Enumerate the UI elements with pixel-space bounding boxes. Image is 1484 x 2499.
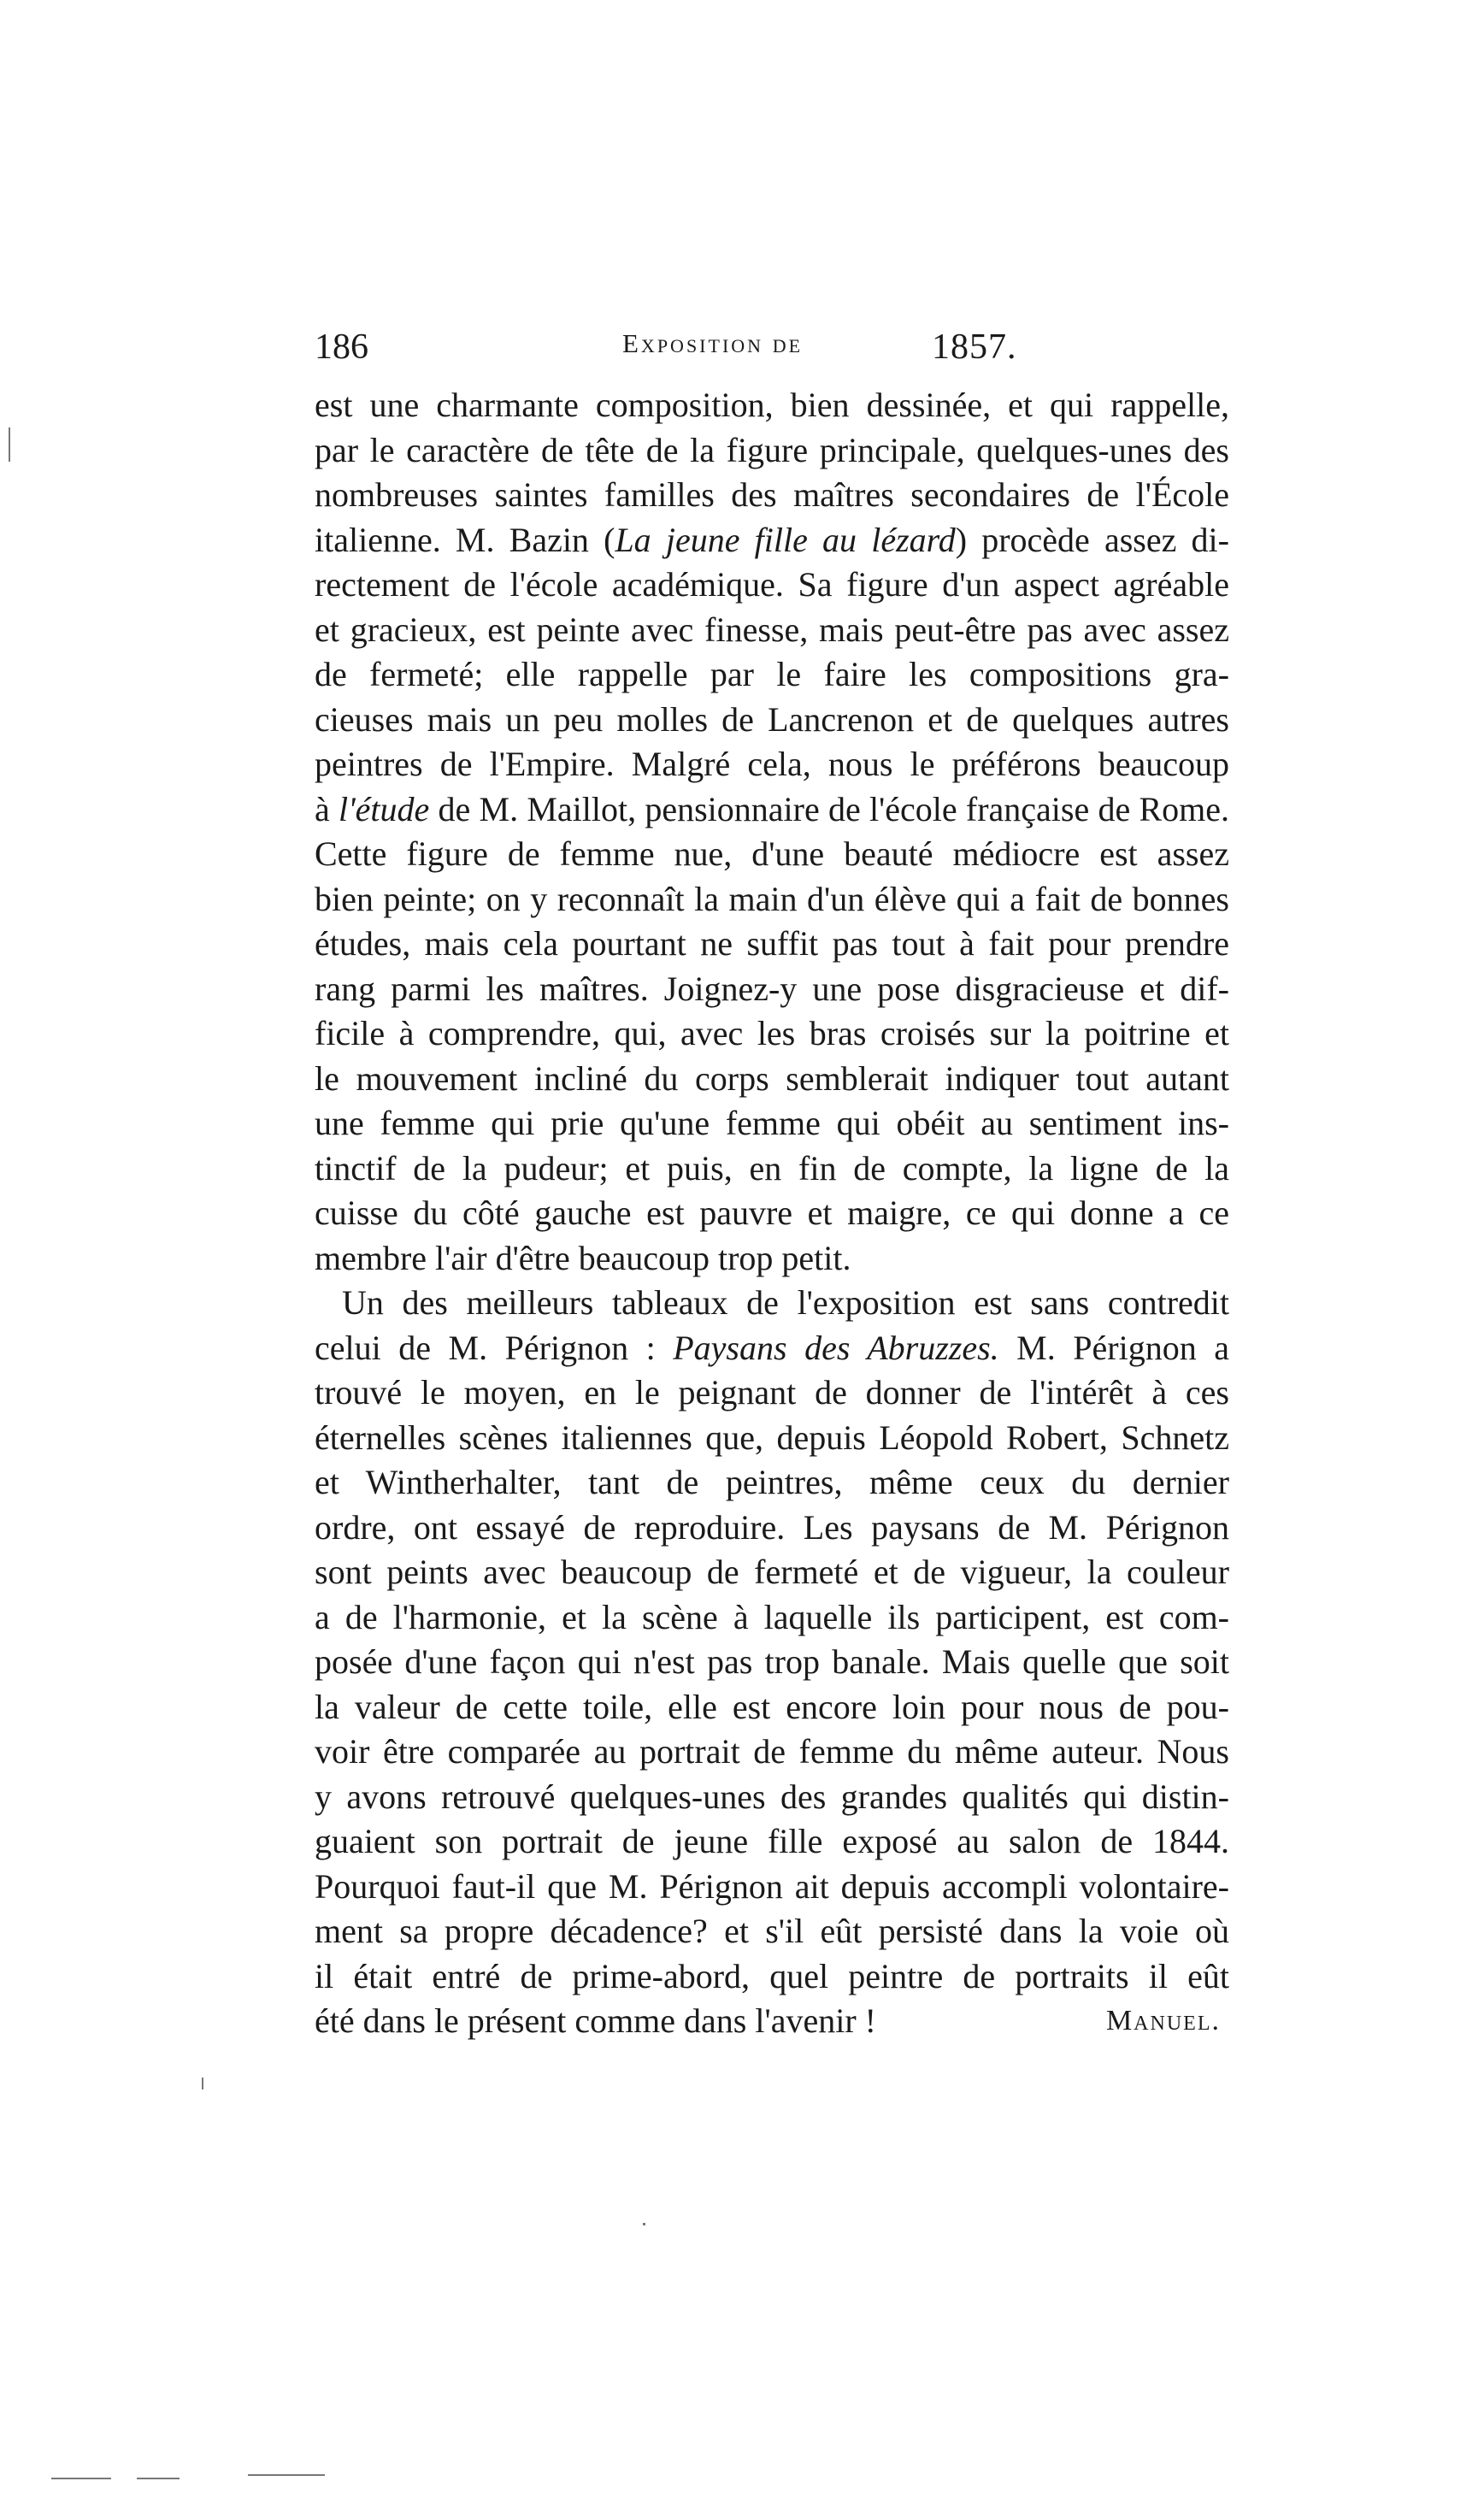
text-line: ordre, ont essayé de reproduire. Les paysans de M. Pérignon [315, 1507, 1229, 1547]
running-title: Exposition de [622, 328, 804, 358]
text-line: posée d'une façon qui n'est pas trop banale. Mais quelle que soit [315, 1642, 1229, 1681]
text-line: la valeur de cette toile, elle est encore loin pour nous de pou- [315, 1687, 1229, 1726]
running-year: 1857. [932, 327, 1017, 367]
text-line: nombreuses saintes familles des maîtres secondaires de l'École [315, 475, 1229, 514]
text-line: ficile à comprendre, qui, avec les bras croisés sur la poitrine et [315, 1014, 1229, 1052]
text-line: ment sa propre décadence? et s'il eût persisté dans la voie où [315, 1912, 1229, 1950]
text-line: peintres de l'Empire. Malgré cela, nous le préférons beaucoup [315, 745, 1229, 783]
artwork-title: l'étude [339, 789, 430, 828]
page-number: 186 [315, 327, 368, 367]
body-text [315, 383, 1229, 2044]
text-line: et Wintherhalter, tant de peintres, même ceux du dernier [315, 1463, 1229, 1501]
text-line: y avons retrouvé quelques-unes des grandes qualités qui distin- [315, 1777, 1229, 1816]
text-line: voir être comparée au portrait de femme du même auteur. Nous [315, 1732, 1229, 1771]
running-header [315, 327, 1229, 378]
text-run: de M. Maillot, pensionnaire de l'école française de Rome. [429, 789, 1229, 828]
text-line: sont peints avec beaucoup de fermeté et de vigueur, la couleur [315, 1553, 1229, 1591]
text-line: et gracieux, est peinte avec finesse, mais peut-être pas avec assez [315, 610, 1229, 649]
scan-mark [202, 2078, 203, 2089]
text-line [315, 1999, 1229, 2044]
text-run: ) procède assez di- [955, 520, 1229, 559]
text-line: bien peinte; on y reconnaît la main d'un élève qui a fait de bonnes [315, 879, 1229, 918]
text-line: cuisse du côté gauche est pauvre et maigre, ce qui donne a ce [315, 1194, 1229, 1232]
text-run: italienne. M. Bazin ( [315, 520, 615, 559]
text-line: cieuses mais un peu molles de Lancrenon et de quelques autres [315, 699, 1229, 739]
text-line [315, 518, 1229, 563]
text-line [315, 1326, 1229, 1371]
scan-mark [51, 2478, 111, 2479]
text-line: études, mais cela pourtant ne suffit pas tout à fait pour prendre [315, 924, 1229, 963]
text-line: de fermeté; elle rappelle par le faire les compositions gra- [315, 655, 1229, 693]
author-signature: Manuel. [1105, 2005, 1221, 2036]
artwork-title: La jeune fille au lézard [615, 520, 956, 559]
text-line: éternelles scènes italiennes que, depuis Léopold Robert, Schnetz [315, 1417, 1229, 1457]
text-line: une femme qui prie qu'une femme qui obéit au sentiment ins- [315, 1104, 1229, 1142]
scan-mark [248, 2474, 325, 2476]
text-line: est une charmante composition, bien dessinée, et qui rappelle, [315, 386, 1229, 424]
artwork-title: Paysans des Abruzzes. [673, 1328, 999, 1367]
text-line: membre l'air d'être beaucoup trop petit. [315, 1238, 851, 1277]
text-line: a de l'harmonie, et la scène à laquelle ils participent, est com- [315, 1597, 1229, 1636]
text-run: celui de M. Pérignon : [315, 1328, 674, 1367]
scan-mark [137, 2478, 180, 2479]
text-line: Pourquoi faut-il que M. Pérignon ait depuis accompli volontaire- [315, 1866, 1229, 1906]
text-run: M. Pérignon a [998, 1328, 1229, 1367]
text-line [315, 787, 1229, 833]
text-line: par le caractère de tête de la figure principale, quelques-unes des [315, 430, 1229, 469]
scan-mark [643, 2223, 645, 2225]
text-run: été dans le présent comme dans l'avenir ! [315, 2001, 876, 2040]
text-line: Un des meilleurs tableaux de l'exposition est sans contredit [342, 1283, 1229, 1322]
text-line: trouvé le moyen, en le peignant de donner de l'intérêt à ces [315, 1373, 1229, 1412]
text-line: rectement de l'école académique. Sa figure d'un aspect agréable [315, 565, 1229, 604]
text-line: Cette figure de femme nue, d'une beauté médiocre est assez [315, 834, 1229, 873]
text-line: le mouvement incliné du corps semblerait indiquer tout autant [315, 1058, 1229, 1098]
scan-mark [9, 427, 10, 462]
text-line: il était entré de prime-abord, quel peintre de portraits il eût [315, 1956, 1229, 1995]
text-line: guaient son portrait de jeune fille exposé au salon de 1844. [315, 1822, 1229, 1860]
text-line: rang parmi les maîtres. Joignez-y une pose disgracieuse et dif- [315, 969, 1229, 1008]
text-run: à [315, 789, 339, 828]
text-line: tinctif de la pudeur; et puis, en fin de compte, la ligne de la [315, 1148, 1229, 1188]
